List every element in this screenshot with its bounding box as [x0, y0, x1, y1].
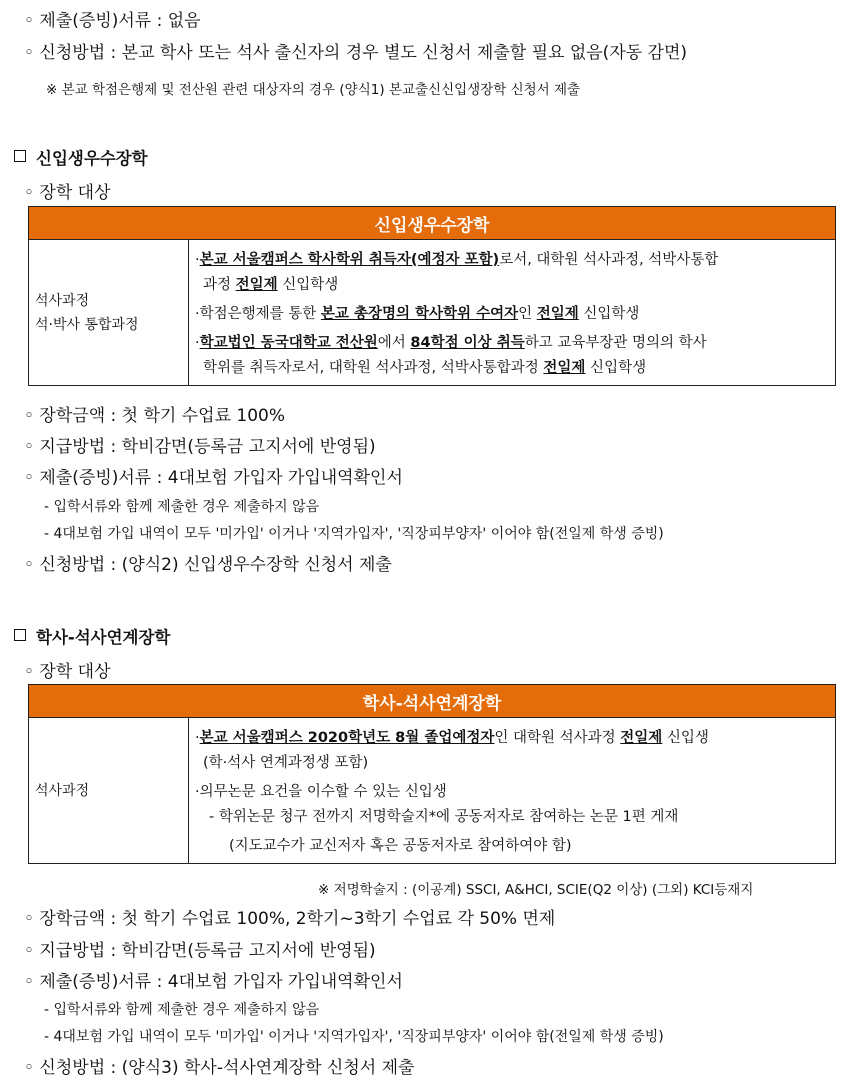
criteria-emphasis: 전일제	[235, 277, 278, 293]
top-docs-line: ◦ 제출(증빙)서류 : 없음	[24, 11, 201, 31]
criteria-text: 의무논문 요건을 이수할 수 있는 신입생	[199, 784, 447, 800]
criteria-emphasis: 전일제	[536, 306, 579, 322]
criteria-text: 로서, 대학원 석사과정, 석박사통합	[499, 252, 719, 268]
criteria-text: 인	[518, 306, 537, 322]
documents-subitem: - 입학서류와 함께 제출한 경우 제출하지 않음	[44, 1002, 320, 1018]
bullet: ·	[195, 252, 200, 268]
freshman-scholarship-table	[28, 206, 836, 386]
bullet: ·	[195, 730, 200, 746]
course-line-1: 석사과정	[35, 782, 90, 799]
section-title-freshman: 신입생우수장학	[36, 149, 148, 168]
payment-line: ◦ 지급방법 : 학비감면(등록금 고지서에 반영됨)	[24, 437, 376, 457]
documents-subitem: - 4대보험 가입 내역이 모두 '미가입' 이거나 '지역가입자', '직장피부양자' 이어야 함(전일제 학생 증빙)	[44, 526, 664, 542]
criteria-item-3	[195, 331, 829, 356]
course-cell	[29, 718, 189, 864]
criteria-emphasis: 84학점 이상 취득	[410, 335, 525, 351]
criteria-text: 인 대학원 석사과정	[494, 730, 621, 746]
amount-line: ◦ 장학금액 : 첫 학기 수업료 100%	[24, 406, 285, 426]
checkbox-icon	[14, 150, 26, 162]
documents-subitem: - 입학서류와 함께 제출한 경우 제출하지 않음	[44, 499, 320, 515]
documents-line: ◦ 제출(증빙)서류 : 4대보험 가입자 가입내역확인서	[24, 972, 403, 992]
course-line-2: 석·박사 통합과정	[35, 316, 139, 333]
apply-line: ◦ 신청방법 : (양식3) 학사-석사연계장학 신청서 제출	[24, 1058, 415, 1078]
apply-line: ◦ 신청방법 : (양식2) 신입생우수장학 신청서 제출	[24, 555, 392, 575]
target-label: ◦ 장학 대상	[24, 662, 111, 682]
criteria-item-1-cont	[195, 273, 829, 298]
criteria-subitem: (지도교수가 교신저자 혹은 공동저자로 참여하여야 함)	[229, 838, 572, 854]
course-cell	[29, 240, 189, 386]
criteria-emphasis: 본교 서울캠퍼스 2020학년도 8월 졸업예정자	[199, 730, 495, 746]
journal-note: ※ 저명학술지 : (이공계) SSCI, A&HCI, SCIE(Q2 이상) (그외) KCI등재지	[318, 882, 754, 898]
criteria-text: 신입학생	[578, 306, 640, 322]
criteria-text: 하고 교육부장관 명의의 학사	[524, 335, 707, 351]
criteria-text: 신입생	[662, 730, 709, 746]
criteria-emphasis: 본교 총장명의 학사학위 수여자	[320, 306, 519, 322]
amount-line: ◦ 장학금액 : 첫 학기 수업료 100%, 2학기~3학기 수업료 각 50% 면제	[24, 909, 556, 929]
bullet: ·	[195, 306, 200, 322]
top-method-line: ◦ 신청방법 : 본교 학사 또는 석사 출신자의 경우 별도 신청서 제출할 필요 없음(자동 감면)	[24, 43, 688, 63]
checkbox-icon	[14, 629, 26, 641]
documents-line: ◦ 제출(증빙)서류 : 4대보험 가입자 가입내역확인서	[24, 468, 403, 488]
documents-subitem: - 4대보험 가입 내역이 모두 '미가입' 이거나 '지역가입자', '직장피부양자' 이어야 함(전일제 학생 증빙)	[44, 1029, 664, 1045]
criteria-emphasis: 본교 서울캠퍼스 학사학위 취득자(예정자 포함)	[199, 252, 500, 268]
criteria-text: 에서	[377, 335, 411, 351]
bachelor-master-scholarship-table	[28, 684, 836, 864]
criteria-text: 학위를 취득자로서, 대학원 석사과정, 석박사통합과정	[203, 360, 544, 376]
criteria-item-1-cont: (학·석사 연계과정생 포함)	[203, 755, 369, 771]
criteria-item-2	[195, 302, 829, 327]
criteria-cell	[189, 240, 836, 386]
criteria-text: 과정	[203, 277, 236, 293]
section-title-bachelor-master: 학사-석사연계장학	[36, 628, 171, 647]
criteria-text: 학점은행제를 통한	[199, 306, 321, 322]
top-note: ※ 본교 학점은행제 및 전산원 관련 대상자의 경우 (양식1) 본교출신신입생장학 신청서 제출	[46, 82, 581, 98]
criteria-subitem: - 학위논문 청구 전까지 저명학술지*에 공동저자로 참여하는 논문 1편 게재	[209, 809, 679, 825]
criteria-text: 신입학생	[585, 360, 647, 376]
payment-line: ◦ 지급방법 : 학비감면(등록금 고지서에 반영됨)	[24, 941, 376, 961]
criteria-item-3-cont	[195, 356, 829, 381]
criteria-emphasis: 전일제	[620, 730, 663, 746]
table-header: 신입생우수장학	[29, 207, 836, 240]
criteria-item-1	[195, 726, 829, 751]
criteria-item-2	[195, 780, 829, 805]
bullet: ·	[195, 335, 200, 351]
criteria-text: 신입학생	[277, 277, 339, 293]
criteria-item-1	[195, 248, 829, 273]
bullet: ·	[195, 784, 200, 800]
criteria-emphasis: 학교법인 동국대학교 전산원	[199, 335, 378, 351]
table-header: 학사-석사연계장학	[29, 685, 836, 718]
course-line-1: 석사과정	[35, 292, 90, 309]
criteria-emphasis: 전일제	[543, 360, 586, 376]
target-label: ◦ 장학 대상	[24, 183, 111, 203]
criteria-cell	[189, 718, 836, 864]
